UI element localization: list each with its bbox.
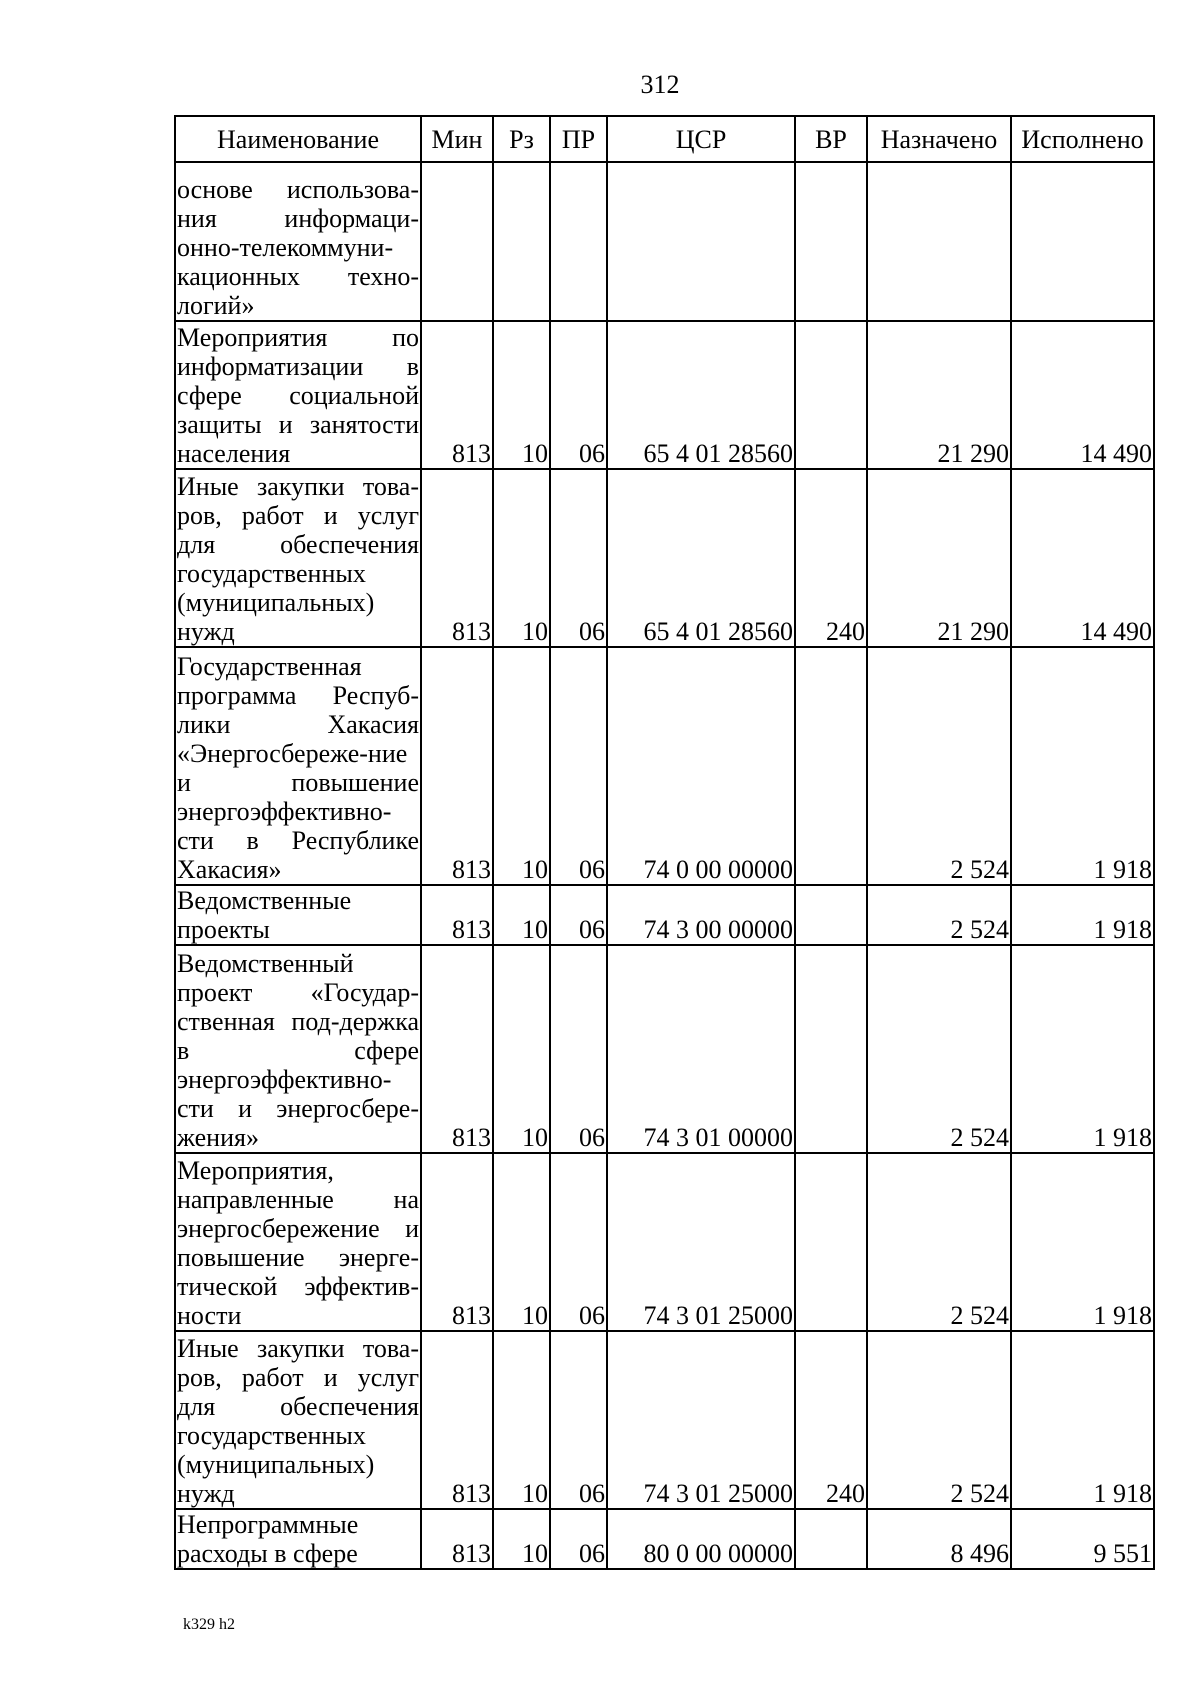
header-name: Наименование <box>175 116 421 162</box>
table-row <box>175 469 1154 647</box>
cell-vr <box>795 885 867 945</box>
cell-name: основе использова-ния информаци-онно-телекоммуни-кационных техно-логий» <box>175 162 421 321</box>
cell-assigned <box>867 162 1011 321</box>
cell-rz: 10 <box>493 945 550 1153</box>
cell-vr <box>795 1153 867 1331</box>
cell-rz: 10 <box>493 469 550 647</box>
table-row <box>175 647 1154 885</box>
header-pr: ПР <box>550 116 607 162</box>
cell-name: Государственная программа Респуб-лики Хакасия «Энергосбереже-ние и повышение энергоэффективно-сти в Республике Хакасия» <box>175 647 421 885</box>
header-rz: Рз <box>493 116 550 162</box>
cell-csr: 80 0 00 00000 <box>607 1509 795 1569</box>
cell-assigned: 2 524 <box>867 885 1011 945</box>
cell-executed: 14 490 <box>1011 469 1154 647</box>
cell-vr <box>795 1509 867 1569</box>
table-row <box>175 945 1154 1153</box>
footer-document-code: k329 h2 <box>183 1616 235 1633</box>
cell-pr: 06 <box>550 1509 607 1569</box>
cell-name: Иные закупки това-ров, работ и услуг для обеспечения государственных (муниципальных) нужд <box>175 1331 421 1509</box>
cell-min: 813 <box>421 647 493 885</box>
cell-min <box>421 162 493 321</box>
cell-min: 813 <box>421 321 493 469</box>
cell-vr: 240 <box>795 1331 867 1509</box>
cell-csr: 74 3 00 00000 <box>607 885 795 945</box>
cell-vr <box>795 321 867 469</box>
cell-rz: 10 <box>493 1153 550 1331</box>
cell-name: Мероприятия, направленные на энергосбережение и повышение энерге-тической эффектив-ности <box>175 1153 421 1331</box>
cell-min: 813 <box>421 1509 493 1569</box>
cell-executed: 1 918 <box>1011 945 1154 1153</box>
cell-min: 813 <box>421 469 493 647</box>
cell-rz: 10 <box>493 1509 550 1569</box>
cell-pr: 06 <box>550 321 607 469</box>
page-number: 312 <box>640 70 680 99</box>
cell-csr: 74 3 01 25000 <box>607 1331 795 1509</box>
budget-table <box>174 115 1155 1570</box>
cell-pr <box>550 162 607 321</box>
cell-rz: 10 <box>493 647 550 885</box>
header-min: Мин <box>421 116 493 162</box>
cell-assigned: 2 524 <box>867 945 1011 1153</box>
table-row <box>175 1509 1154 1569</box>
cell-pr: 06 <box>550 1153 607 1331</box>
cell-csr <box>607 162 795 321</box>
cell-name: Непрограммные расходы в сфере <box>175 1509 421 1569</box>
cell-csr: 65 4 01 28560 <box>607 469 795 647</box>
cell-vr <box>795 647 867 885</box>
cell-vr <box>795 945 867 1153</box>
cell-csr: 74 0 00 00000 <box>607 647 795 885</box>
cell-rz: 10 <box>493 321 550 469</box>
cell-csr: 74 3 01 00000 <box>607 945 795 1153</box>
cell-pr: 06 <box>550 945 607 1153</box>
cell-rz: 10 <box>493 1331 550 1509</box>
cell-pr: 06 <box>550 885 607 945</box>
cell-executed: 1 918 <box>1011 1331 1154 1509</box>
cell-csr: 65 4 01 28560 <box>607 321 795 469</box>
cell-pr: 06 <box>550 469 607 647</box>
cell-pr: 06 <box>550 647 607 885</box>
table-row <box>175 162 1154 321</box>
table-row <box>175 885 1154 945</box>
cell-vr <box>795 162 867 321</box>
cell-min: 813 <box>421 1153 493 1331</box>
cell-rz: 10 <box>493 885 550 945</box>
cell-name: Ведомственный проект «Государ-ственная под-держка в сфере энергоэффективно-сти и энергосбере-жения» <box>175 945 421 1153</box>
cell-name: Мероприятия по информатизации в сфере социальной защиты и занятости населения <box>177 323 419 468</box>
cell-name: Иные закупки това-ров, работ и услуг для обеспечения государственных (муниципальных) нужд <box>175 469 421 647</box>
header-assigned: Назначено <box>867 116 1011 162</box>
table-row <box>175 321 1154 469</box>
cell-assigned: 2 524 <box>867 1153 1011 1331</box>
cell-assigned: 21 290 <box>867 469 1011 647</box>
cell-min: 813 <box>421 885 493 945</box>
cell-executed: 1 918 <box>1011 885 1154 945</box>
header-executed: Исполнено <box>1011 116 1154 162</box>
cell-min: 813 <box>421 1331 493 1509</box>
table-row <box>175 1153 1154 1331</box>
cell-pr: 06 <box>550 1331 607 1509</box>
cell-csr: 74 3 01 25000 <box>607 1153 795 1331</box>
cell-executed: 1 918 <box>1011 1153 1154 1331</box>
cell-name: Ведомственные проекты <box>175 885 421 945</box>
cell-assigned: 2 524 <box>867 1331 1011 1509</box>
table-header-row <box>175 116 1154 162</box>
cell-min: 813 <box>421 945 493 1153</box>
cell-assigned: 8 496 <box>867 1509 1011 1569</box>
table-row <box>175 1331 1154 1509</box>
cell-rz <box>493 162 550 321</box>
cell-assigned: 2 524 <box>867 647 1011 885</box>
cell-assigned: 21 290 <box>867 321 1011 469</box>
header-csr: ЦСР <box>607 116 795 162</box>
cell-executed: 1 918 <box>1011 647 1154 885</box>
cell-executed: 9 551 <box>1011 1509 1154 1569</box>
header-vr: ВР <box>795 116 867 162</box>
cell-executed: 14 490 <box>1011 321 1154 469</box>
cell-vr: 240 <box>795 469 867 647</box>
cell-executed <box>1011 162 1154 321</box>
